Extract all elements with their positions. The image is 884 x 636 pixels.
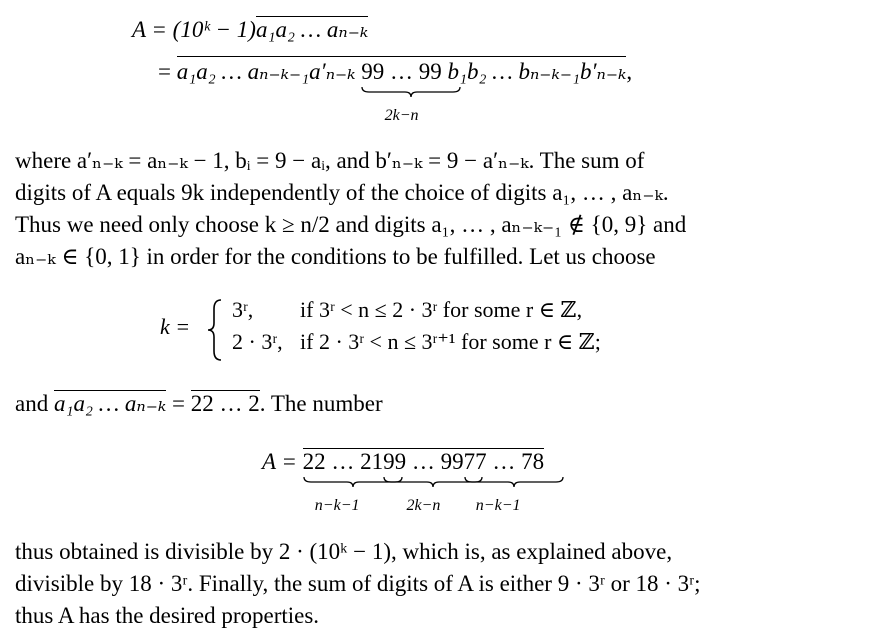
digit-one: 1: [371, 449, 384, 474]
equation-line-2-brace-group: [361, 58, 442, 124]
equation-a-lhs: A =: [262, 449, 297, 474]
paragraph-2-line: [15, 388, 865, 420]
paragraph-2: [15, 388, 865, 420]
paragraph-2-overline-twos: 22 … 2: [190, 391, 260, 416]
underbrace-icon: [361, 86, 461, 98]
brace-group-sevens: [463, 448, 533, 514]
equation-line-1-lhs: A = (10ᵏ − 1): [132, 17, 256, 42]
case-2-value: 2 · 3ʳ,: [232, 329, 283, 354]
equation-line-1-overline-digits: a₁a₂ … aₙ₋ₖ: [255, 17, 369, 42]
case-2: [232, 329, 601, 355]
equation-line-2-overline: [176, 56, 627, 124]
equation-line-2-equals: =: [158, 59, 171, 84]
case-2-condition: if 2 · 3ʳ < n ≤ 3ʳ⁺¹ for some r ∈ ℤ;: [300, 329, 601, 354]
paragraph-3-line-2: divisible by 18 · 3ʳ. Finally, the sum of digits of A is either 9 · 3ʳ or 18 · 3ʳ;: [15, 571, 701, 596]
paragraph-3: [15, 536, 865, 632]
underbrace-icon: [464, 476, 564, 488]
equation-number-a: [262, 448, 545, 514]
underbrace-label-2k-n: 2k−n: [384, 107, 419, 124]
equation-a-overline: [302, 448, 545, 514]
case-1-condition: if 3ʳ < n ≤ 2 · 3ʳ for some r ∈ ℤ,: [300, 297, 583, 322]
underbrace-label-n-k-1-first: n−k−1: [314, 497, 360, 514]
cases-lhs: k =: [160, 314, 191, 339]
equation-line-2-nines: 99 … 99: [361, 59, 442, 84]
digit-eight: 8: [532, 449, 545, 474]
case-1-value: 3ʳ,: [232, 297, 254, 322]
equation-line-2-digits-a: a₁a₂ … aₙ₋ₖ₋₁a′ₙ₋ₖ: [176, 59, 356, 84]
underbrace-label-n-k-1-second: n−k−1: [475, 497, 521, 514]
equation-line-2: [158, 58, 633, 124]
group-twos: 22 … 2: [302, 449, 372, 474]
equation-line-2-digits-b: b₁b₂ … bₙ₋ₖ₋₁b′ₙ₋ₖ: [447, 59, 627, 84]
paragraph-1-line-3: Thus we need only choose k ≥ n/2 and digits a₁, … , aₙ₋ₖ₋₁ ∉ {0, 9} and: [15, 212, 687, 237]
paragraph-2-and: and: [15, 391, 49, 416]
left-brace-icon: [206, 299, 224, 361]
paragraph-2-equals: =: [172, 391, 185, 416]
brace-group-nines: [383, 448, 464, 514]
underbrace-label-2k-n: 2k−n: [406, 497, 441, 514]
paragraph-1-line-1: where a′ₙ₋ₖ = aₙ₋ₖ − 1, bᵢ = 9 − aᵢ, and b′ₙ₋ₖ = 9 − a′ₙ₋ₖ. The sum of: [15, 148, 645, 173]
brace-group-twos: [302, 448, 372, 514]
case-1: [232, 297, 583, 323]
group-sevens: 77 … 7: [463, 449, 533, 474]
paragraph-1-line-2: digits of A equals 9k independently of the choice of digits a₁, … , aₙ₋ₖ.: [15, 180, 669, 205]
cases-definition: [160, 297, 720, 367]
equation-line-2-comma: ,: [626, 59, 633, 84]
paragraph-1-line-4: aₙ₋ₖ ∈ {0, 1} in order for the conditions to be fulfilled. Let us choose: [15, 244, 656, 269]
paragraph-2-overline-a: a₁a₂ … aₙ₋ₖ: [53, 391, 167, 416]
paragraph-2-suffix: . The number: [259, 391, 383, 416]
equation-line-1: [132, 16, 368, 44]
group-nines: 99 … 99: [383, 449, 464, 474]
paragraph-3-line-3: thus A has the desired properties.: [15, 603, 320, 628]
paragraph-1: [15, 145, 865, 273]
paragraph-3-line-1: thus obtained is divisible by 2 · (10ᵏ − 1), which is, as explained above,: [15, 539, 673, 564]
